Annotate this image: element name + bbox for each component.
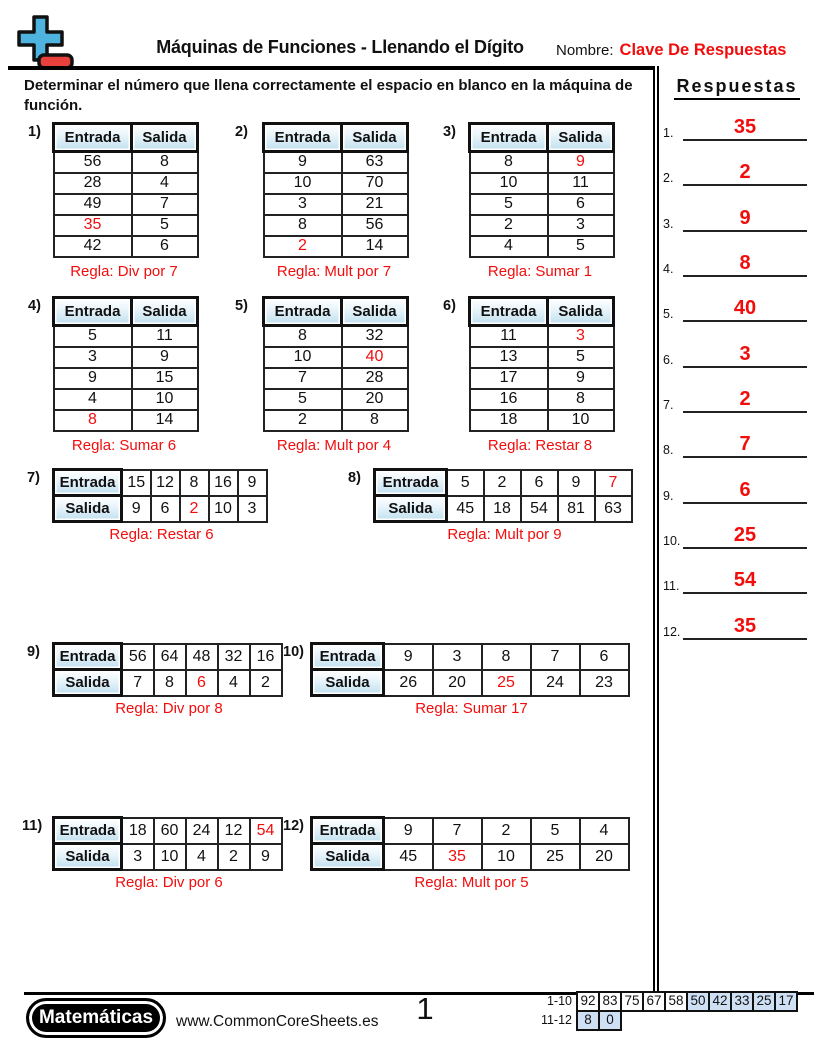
table-cell: 24 xyxy=(186,818,218,844)
rule-label: Regla: Mult por 4 xyxy=(276,437,392,454)
answer-blank-line xyxy=(683,570,807,594)
score-cell: 42 xyxy=(708,991,732,1012)
table-header-cell: Salida xyxy=(54,496,122,522)
table-cell: 28 xyxy=(54,173,132,194)
table-cell: 35 xyxy=(54,215,132,236)
table-cell: 3 xyxy=(122,844,154,870)
table-cell: 10 xyxy=(264,347,342,368)
table-cell: 56 xyxy=(54,152,132,173)
function-table-horizontal xyxy=(310,642,630,697)
table-cell: 4 xyxy=(186,844,218,870)
answer-item xyxy=(663,381,813,413)
score-cell: 83 xyxy=(598,991,622,1012)
score-range-label: 11-12 xyxy=(540,1013,572,1027)
answers-title: Respuestas xyxy=(662,76,812,97)
table-cell: 64 xyxy=(154,644,186,670)
table-cell: 12 xyxy=(218,818,250,844)
table-header-cell: Entrada xyxy=(375,470,447,496)
table-cell: 11 xyxy=(132,326,198,347)
table-cell: 5 xyxy=(447,470,484,496)
table-header-cell: Entrada xyxy=(264,124,342,152)
table-header-cell: Entrada xyxy=(312,818,384,844)
table-cell: 16 xyxy=(470,389,548,410)
table-cell: 20 xyxy=(342,389,408,410)
table-cell: 63 xyxy=(595,496,632,522)
table-cell: 7 xyxy=(531,644,580,670)
answer-key-badge: Clave De Respuestas xyxy=(619,41,787,59)
problem-number: 8) xyxy=(348,470,361,486)
score-table xyxy=(528,991,798,1031)
problem-number: 11) xyxy=(22,818,43,834)
table-cell: 9 xyxy=(250,844,282,870)
function-table-vertical xyxy=(262,122,409,258)
table-cell: 6 xyxy=(521,470,558,496)
table-cell: 6 xyxy=(132,236,198,257)
table-cell: 13 xyxy=(470,347,548,368)
table-cell: 16 xyxy=(209,470,238,496)
answer-number: 9. xyxy=(663,489,674,503)
table-cell: 16 xyxy=(250,644,282,670)
answer-item xyxy=(663,336,813,368)
table-cell: 9 xyxy=(384,818,433,844)
problem-number: 1) xyxy=(28,124,41,140)
answer-item xyxy=(663,245,813,277)
answer-number: 2. xyxy=(663,171,674,185)
function-table-horizontal xyxy=(52,642,283,697)
table-cell: 10 xyxy=(132,389,198,410)
answer-blank-line xyxy=(683,434,807,458)
table-cell: 2 xyxy=(264,410,342,431)
instructions-text: Determinar el número que llena correctamente el espacio en blanco en la máquina de función. xyxy=(24,77,633,115)
score-row xyxy=(528,991,798,1012)
table-cell: 4 xyxy=(132,173,198,194)
answer-blank-line xyxy=(683,389,807,413)
table-cell: 5 xyxy=(531,818,580,844)
table-cell: 49 xyxy=(54,194,132,215)
answer-value: 9 xyxy=(739,207,751,229)
table-cell: 10 xyxy=(264,173,342,194)
table-cell: 7 xyxy=(122,670,154,696)
brand-logo: Matemáticas xyxy=(26,998,166,1038)
table-header-cell: Salida xyxy=(54,670,122,696)
rule-label: Regla: Restar 8 xyxy=(487,437,593,454)
table-cell: 8 xyxy=(132,152,198,173)
answer-blank-line xyxy=(683,208,807,232)
page-number: 1 xyxy=(416,991,434,1026)
table-header-cell: Salida xyxy=(548,298,614,326)
table-header-cell: Entrada xyxy=(54,644,122,670)
table-cell: 32 xyxy=(218,644,250,670)
answer-value: 8 xyxy=(739,252,751,274)
table-cell: 8 xyxy=(264,326,342,347)
table-header-cell: Entrada xyxy=(54,124,132,152)
function-table-vertical xyxy=(262,296,409,432)
table-cell: 3 xyxy=(433,644,482,670)
table-cell: 60 xyxy=(154,818,186,844)
answer-item xyxy=(663,426,813,458)
table-cell: 15 xyxy=(122,470,151,496)
table-cell: 45 xyxy=(384,844,433,870)
score-cell: 0 xyxy=(598,1010,622,1031)
table-cell: 5 xyxy=(132,215,198,236)
table-cell: 9 xyxy=(132,347,198,368)
table-cell: 8 xyxy=(548,389,614,410)
table-header-cell: Salida xyxy=(375,496,447,522)
answer-value: 35 xyxy=(733,615,757,637)
table-cell: 18 xyxy=(122,818,154,844)
table-header-cell: Salida xyxy=(342,124,408,152)
table-cell: 5 xyxy=(264,389,342,410)
problem-number: 3) xyxy=(443,124,456,140)
table-cell: 2 xyxy=(250,670,282,696)
plus-minus-logo-icon xyxy=(12,12,76,74)
table-cell: 2 xyxy=(484,470,521,496)
answer-value: 54 xyxy=(733,569,757,591)
rule-label: Regla: Sumar 6 xyxy=(71,437,177,454)
table-cell: 17 xyxy=(470,368,548,389)
table-cell: 81 xyxy=(558,496,595,522)
table-cell: 3 xyxy=(548,326,614,347)
table-header-cell: Entrada xyxy=(264,298,342,326)
table-header-cell: Salida xyxy=(342,298,408,326)
table-cell: 4 xyxy=(580,818,629,844)
answer-value: 2 xyxy=(739,388,751,410)
answers-column-divider xyxy=(653,66,659,992)
table-cell: 18 xyxy=(484,496,521,522)
problem-number: 7) xyxy=(27,470,40,486)
score-cell: 17 xyxy=(774,991,798,1012)
rule-label: Regla: Restar 6 xyxy=(109,526,214,543)
table-header-cell: Entrada xyxy=(54,298,132,326)
function-table-horizontal xyxy=(52,468,268,523)
function-table-vertical xyxy=(468,296,615,432)
table-cell: 40 xyxy=(342,347,408,368)
answer-value: 25 xyxy=(733,524,757,546)
function-table-horizontal xyxy=(373,468,633,523)
page-title: Máquinas de Funciones - Llenando el Dígito xyxy=(156,37,524,57)
table-cell: 9 xyxy=(238,470,267,496)
table-header-cell: Entrada xyxy=(470,124,548,152)
table-cell: 11 xyxy=(470,326,548,347)
function-table-vertical xyxy=(52,296,199,432)
table-cell: 21 xyxy=(342,194,408,215)
answer-blank-line xyxy=(683,616,807,640)
answer-number: 12. xyxy=(663,625,681,639)
table-header-cell: Entrada xyxy=(54,470,122,496)
answer-number: 4. xyxy=(663,262,674,276)
table-cell: 63 xyxy=(342,152,408,173)
score-range-label: 1-10 xyxy=(546,994,572,1008)
problem-number: 5) xyxy=(235,298,248,314)
answer-item xyxy=(663,109,813,141)
table-cell: 11 xyxy=(548,173,614,194)
table-header-cell: Entrada xyxy=(470,298,548,326)
table-cell: 8 xyxy=(180,470,209,496)
score-cell: 8 xyxy=(576,1010,600,1031)
rule-label: Regla: Mult por 9 xyxy=(447,526,562,543)
table-cell: 12 xyxy=(151,470,180,496)
rule-label: Regla: Mult por 5 xyxy=(414,874,529,891)
problem-number: 12) xyxy=(283,818,304,834)
table-cell: 70 xyxy=(342,173,408,194)
table-cell: 3 xyxy=(238,496,267,522)
function-table-vertical xyxy=(52,122,199,258)
problem-number: 9) xyxy=(27,644,40,660)
table-cell: 3 xyxy=(264,194,342,215)
table-cell: 9 xyxy=(384,644,433,670)
table-header-cell: Entrada xyxy=(54,818,122,844)
rule-label: Regla: Sumar 1 xyxy=(487,263,593,280)
table-cell: 56 xyxy=(122,644,154,670)
table-cell: 7 xyxy=(132,194,198,215)
table-cell: 5 xyxy=(470,194,548,215)
answer-blank-line xyxy=(683,117,807,141)
table-cell: 8 xyxy=(342,410,408,431)
answer-value: 40 xyxy=(733,297,757,319)
table-cell: 7 xyxy=(264,368,342,389)
score-cell: 75 xyxy=(620,991,644,1012)
answer-blank-line xyxy=(683,344,807,368)
answer-item xyxy=(663,608,813,640)
answer-blank-line xyxy=(683,298,807,322)
score-cell: 67 xyxy=(642,991,666,1012)
table-cell: 8 xyxy=(54,410,132,431)
table-cell: 18 xyxy=(470,410,548,431)
table-cell: 4 xyxy=(218,670,250,696)
table-cell: 24 xyxy=(531,670,580,696)
table-cell: 25 xyxy=(531,844,580,870)
problem-number: 2) xyxy=(235,124,248,140)
table-cell: 20 xyxy=(580,844,629,870)
table-cell: 15 xyxy=(132,368,198,389)
answer-value: 35 xyxy=(733,116,757,138)
table-cell: 2 xyxy=(180,496,209,522)
table-cell: 10 xyxy=(482,844,531,870)
rule-label: Regla: Div por 8 xyxy=(115,700,223,717)
table-header-cell: Entrada xyxy=(312,644,384,670)
answer-number: 11. xyxy=(663,579,680,593)
table-header-cell: Salida xyxy=(312,670,384,696)
answer-item xyxy=(663,517,813,549)
answer-item xyxy=(663,472,813,504)
score-cell: 25 xyxy=(752,991,776,1012)
table-cell: 14 xyxy=(342,236,408,257)
table-cell: 3 xyxy=(548,215,614,236)
name-label: Nombre: xyxy=(556,42,614,59)
table-cell: 8 xyxy=(264,215,342,236)
table-cell: 6 xyxy=(186,670,218,696)
answer-blank-line xyxy=(683,162,807,186)
table-cell: 32 xyxy=(342,326,408,347)
name-row xyxy=(556,41,786,60)
table-cell: 6 xyxy=(580,644,629,670)
table-cell: 20 xyxy=(433,670,482,696)
table-cell: 9 xyxy=(122,496,151,522)
table-cell: 9 xyxy=(558,470,595,496)
answer-blank-line xyxy=(683,480,807,504)
table-cell: 25 xyxy=(482,670,531,696)
table-cell: 6 xyxy=(151,496,180,522)
answer-item xyxy=(663,200,813,232)
table-cell: 2 xyxy=(470,215,548,236)
answer-number: 7. xyxy=(663,398,674,412)
answer-item xyxy=(663,154,813,186)
table-cell: 10 xyxy=(548,410,614,431)
answer-value: 2 xyxy=(739,161,751,183)
header-divider-line xyxy=(8,66,653,70)
table-cell: 45 xyxy=(447,496,484,522)
function-table-horizontal xyxy=(310,816,630,871)
table-cell: 5 xyxy=(548,236,614,257)
problem-number: 6) xyxy=(443,298,456,314)
table-cell: 54 xyxy=(521,496,558,522)
table-cell: 4 xyxy=(470,236,548,257)
rule-label: Regla: Sumar 17 xyxy=(415,700,528,717)
table-cell: 26 xyxy=(384,670,433,696)
problem-number: 10) xyxy=(283,644,304,660)
table-cell: 42 xyxy=(54,236,132,257)
table-header-cell: Salida xyxy=(548,124,614,152)
answer-value: 3 xyxy=(739,343,751,365)
table-cell: 28 xyxy=(342,368,408,389)
table-cell: 8 xyxy=(154,670,186,696)
table-cell: 48 xyxy=(186,644,218,670)
table-cell: 7 xyxy=(595,470,632,496)
rule-label: Regla: Mult por 7 xyxy=(276,263,392,280)
answer-item xyxy=(663,562,813,594)
answer-number: 8. xyxy=(663,443,674,457)
answer-value: 6 xyxy=(739,479,751,501)
score-cell: 33 xyxy=(730,991,754,1012)
table-cell: 54 xyxy=(250,818,282,844)
website-url: www.CommonCoreSheets.es xyxy=(176,1013,379,1030)
answer-number: 3. xyxy=(663,217,674,231)
rule-label: Regla: Div por 6 xyxy=(115,874,223,891)
table-header-cell: Salida xyxy=(54,844,122,870)
table-cell: 4 xyxy=(54,389,132,410)
table-cell: 5 xyxy=(548,347,614,368)
table-cell: 3 xyxy=(54,347,132,368)
table-cell: 23 xyxy=(580,670,629,696)
table-header-cell: Salida xyxy=(132,124,198,152)
table-header-cell: Salida xyxy=(312,844,384,870)
table-cell: 5 xyxy=(54,326,132,347)
rule-label: Regla: Div por 7 xyxy=(70,263,178,280)
answer-blank-line xyxy=(683,253,807,277)
table-cell: 2 xyxy=(218,844,250,870)
score-cell: 58 xyxy=(664,991,688,1012)
function-table-vertical xyxy=(468,122,615,258)
table-cell: 7 xyxy=(433,818,482,844)
answer-value: 7 xyxy=(739,433,751,455)
score-row xyxy=(528,1010,798,1031)
table-cell: 9 xyxy=(54,368,132,389)
table-cell: 9 xyxy=(548,368,614,389)
answer-number: 6. xyxy=(663,353,674,367)
function-table-horizontal xyxy=(52,816,283,871)
table-cell: 9 xyxy=(264,152,342,173)
score-cell: 92 xyxy=(576,991,600,1012)
table-cell: 8 xyxy=(482,644,531,670)
table-cell: 10 xyxy=(154,844,186,870)
problem-number: 4) xyxy=(28,298,41,314)
table-cell: 56 xyxy=(342,215,408,236)
answer-number: 10. xyxy=(663,534,681,548)
table-cell: 8 xyxy=(470,152,548,173)
table-cell: 2 xyxy=(482,818,531,844)
table-cell: 2 xyxy=(264,236,342,257)
table-cell: 14 xyxy=(132,410,198,431)
table-cell: 10 xyxy=(209,496,238,522)
score-cell: 50 xyxy=(686,991,710,1012)
table-cell: 9 xyxy=(548,152,614,173)
answer-number: 1. xyxy=(663,126,674,140)
table-header-cell: Salida xyxy=(132,298,198,326)
table-cell: 6 xyxy=(548,194,614,215)
answer-number: 5. xyxy=(663,307,674,321)
table-cell: 10 xyxy=(470,173,548,194)
answer-item xyxy=(663,290,813,322)
answer-blank-line xyxy=(683,525,807,549)
table-cell: 35 xyxy=(433,844,482,870)
